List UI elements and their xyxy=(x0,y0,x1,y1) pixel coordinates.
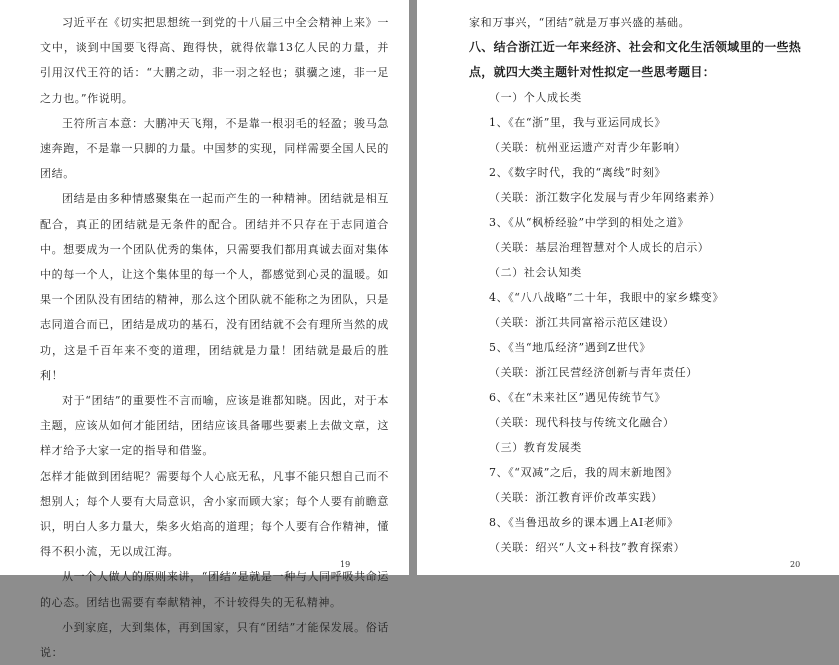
right-continuation-text: 家和万事兴，“团结”就是万事兴盛的基础。 xyxy=(469,16,691,29)
topic-note: （关联：现代科技与传统文化融合） xyxy=(489,416,675,430)
topic-item: 1、《在“浙”里，我与亚运同成长》 xyxy=(489,116,666,130)
section-heading: 八、结合浙江近一年来经济、社会和文化生活领域里的一些热点，就四大类主题针对性拟定一些思考题目： xyxy=(469,40,802,80)
left-paragraph-3: 团结是由多种情感聚集在一起而产生的一种精神。团结就是相互配合，真正的团结就是无条件的配合。团结并不只存在于志同道合中。想要成为一个团队优秀的集体，只需要我们都用真诚去面对集体中的每一个人，让这个集体里的每一个人，都感觉到心灵的温暖。如果一个团队没有团结的精神，那么这个团队就不能称之为团队，只是志同道合而已，团结是成功的基石，没有团结就不会有理所当然的成功，这是千百年来不变的道理，团结就是力量！团结就是最后的胜利！ xyxy=(40,192,389,382)
topic-note: （关联：浙江数字化发展与青少年网络素养） xyxy=(489,191,721,205)
topic-note: （关联：浙江民营经济创新与青年责任） xyxy=(489,366,698,380)
left-paragraph-2: 王符所言本意：大鹏冲天飞翔，不是靠一根羽毛的轻盈；骏马急速奔跑，不是靠一只脚的力量。中国梦的实现，同样需要全国人民的团结。 xyxy=(40,116,389,181)
category-heading: （三）教育发展类 xyxy=(489,441,582,455)
left-paragraph-7: 小到家庭，大到集体，再到国家，只有“团结”才能保发展。俗话说： xyxy=(40,620,389,660)
topic-note: （关联：杭州亚运遗产对青少年影响） xyxy=(489,141,687,155)
topic-note: （关联：绍兴“人文+科技”教育探索） xyxy=(489,541,686,555)
right-page-number: 20 xyxy=(790,560,801,569)
category-heading: （二）社会认知类 xyxy=(489,266,582,280)
topic-note: （关联：基层治理智慧对个人成长的启示） xyxy=(489,241,710,255)
topic-item: 5、《当“地瓜经济”遇到Z世代》 xyxy=(489,341,651,355)
topic-item: 7、《“双减”之后，我的周末新地图》 xyxy=(489,466,678,480)
topic-item: 2、《数字时代，我的“离线”时刻》 xyxy=(489,166,666,180)
left-paragraph-1: 习近平在《切实把思想统一到党的十八届三中全会精神上来》一文中，谈到中国要飞得高、跑得快，就得依靠13亿人民的力量，并引用汉代王符的话：“大鹏之动，非一羽之轻也；骐骥之速，非一足之力也。”作说明。 xyxy=(40,16,389,105)
left-page-number: 19 xyxy=(340,560,351,569)
topic-item: 8、《当鲁迅故乡的课本遇上AI老师》 xyxy=(489,516,679,530)
category-heading: （一）个人成长类 xyxy=(489,91,582,105)
right-page xyxy=(417,0,839,575)
left-page xyxy=(0,0,409,660)
topic-item: 6、《在“未来社区”遇见传统节气》 xyxy=(489,391,666,405)
topic-item: 3、《从“枫桥经验”中学到的相处之道》 xyxy=(489,216,690,230)
topic-list xyxy=(469,85,817,560)
left-paragraph-4: 对于“团结”的重要性不言而喻，应该是谁都知晓。因此，对于本主题，应该从如何才能团结，团结应该具备哪些要素上去做文章，这样才给予大家一定的指导和借鉴。 xyxy=(40,394,389,458)
topic-note: （关联：浙江共同富裕示范区建设） xyxy=(489,316,675,330)
topic-item: 4、《“八八战略”二十年，我眼中的家乡蝶变》 xyxy=(489,291,724,305)
left-paragraph-6: 从一个人做人的原则来讲，“团结”是就是一种与人同呼吸共命运的心态。团结也需要有奉献精神，不计较得失的无私精神。 xyxy=(40,570,389,609)
topic-note: （关联：浙江教育评价改革实践） xyxy=(489,491,663,505)
left-paragraph-5: 怎样才能做到团结呢？需要每个人心底无私，凡事不能只想自己而不想别人；每个人要有大局意识，舍小家而顾大家；每个人要有前瞻意识，明白人多力量大，柴多火焰高的道理；每个人要有合作精神，懂得不积小流，无以成江海。 xyxy=(40,469,389,559)
